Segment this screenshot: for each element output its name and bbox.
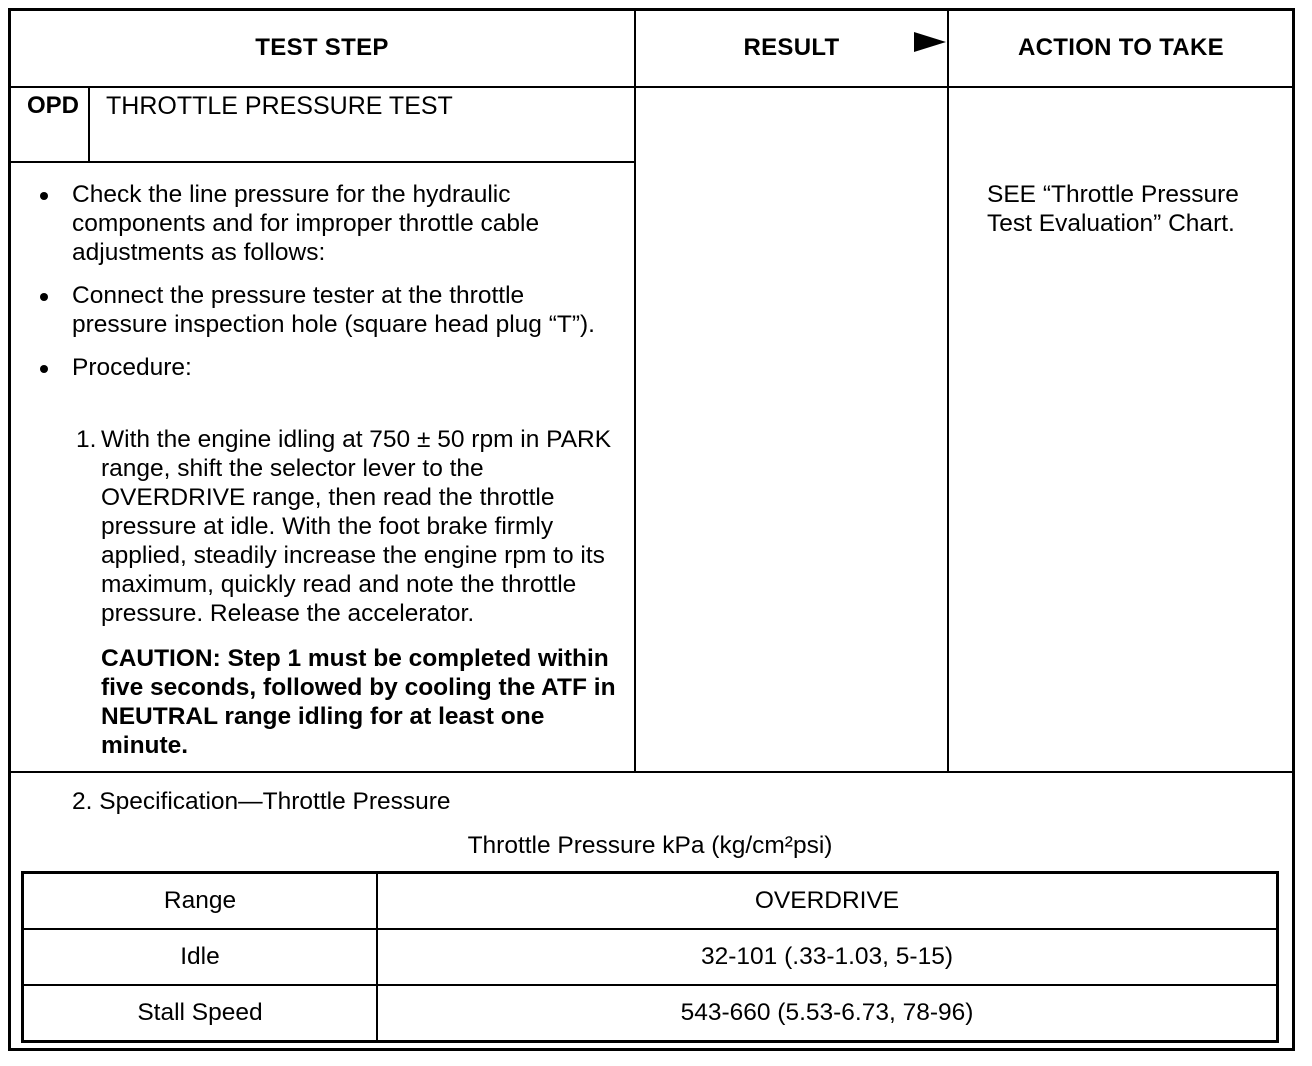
bullet-icon: [40, 293, 48, 301]
table-row: [23, 929, 1278, 985]
bullet-text: Check the line pressure for the hydraulic components and for improper throttle cable adjustments as follows:: [72, 181, 540, 266]
opd-code-divider: [88, 86, 90, 163]
table-cell: 32-101 (.33-1.03, 5-15): [377, 929, 1278, 985]
table-header-row: [23, 873, 1278, 930]
arrow-right-icon: [914, 32, 946, 52]
table-row: [23, 985, 1278, 1042]
table-cell: Idle: [23, 929, 378, 985]
header-test-step: TEST STEP: [255, 34, 389, 61]
table-cell: Stall Speed: [23, 985, 378, 1042]
bullet-icon: [40, 365, 48, 373]
test-code: OPD: [26, 92, 79, 119]
step-title-divider: [8, 161, 636, 163]
header-action: ACTION TO TAKE: [1018, 34, 1224, 61]
bullet-text: Procedure:: [72, 354, 192, 381]
table-header-overdrive: OVERDRIVE: [377, 873, 1278, 930]
header-result: RESULT: [743, 34, 840, 61]
table-caption: Throttle Pressure kPa (kg/cm²psi): [467, 832, 833, 859]
list-item: [30, 180, 620, 267]
step-2-label: 2. Specification—Throttle Pressure: [72, 788, 451, 815]
header-divider: [8, 86, 1295, 88]
bullet-icon: [40, 192, 48, 200]
step-1-text: With the engine idling at 750 ± 50 rpm in PARK range, shift the selector lever to the OVERDRIVE range, then read the throttle pressure at idle. With the foot brake firmly applied, steadily increase the engine rpm to its maximum, quickly read and note the throttle pressure. Release the accelerator.: [101, 426, 612, 627]
caution-note: CAUTION: Step 1 must be completed within five seconds, followed by cooling the ATF in NEUTRAL range idling for at least one minute.: [101, 645, 616, 759]
list-item: [30, 353, 620, 382]
bullet-text: Connect the pressure tester at the throttle pressure inspection hole (square head plug “T”).: [72, 282, 595, 338]
procedure-list: [30, 180, 620, 396]
section-divider: [8, 771, 1295, 773]
step-1: [76, 425, 621, 628]
col-divider-2: [947, 8, 949, 773]
list-item: [30, 281, 620, 339]
col-divider-1: [634, 8, 636, 773]
action-text: SEE “Throttle Pressure Test Evaluation” Chart.: [987, 181, 1239, 237]
step-1-number: 1.: [76, 426, 97, 453]
test-title: THROTTLE PRESSURE TEST: [106, 92, 453, 120]
table-header-range: Range: [23, 873, 378, 930]
spec-table: [21, 871, 1279, 1043]
table-cell: 543-660 (5.53-6.73, 78-96): [377, 985, 1278, 1042]
